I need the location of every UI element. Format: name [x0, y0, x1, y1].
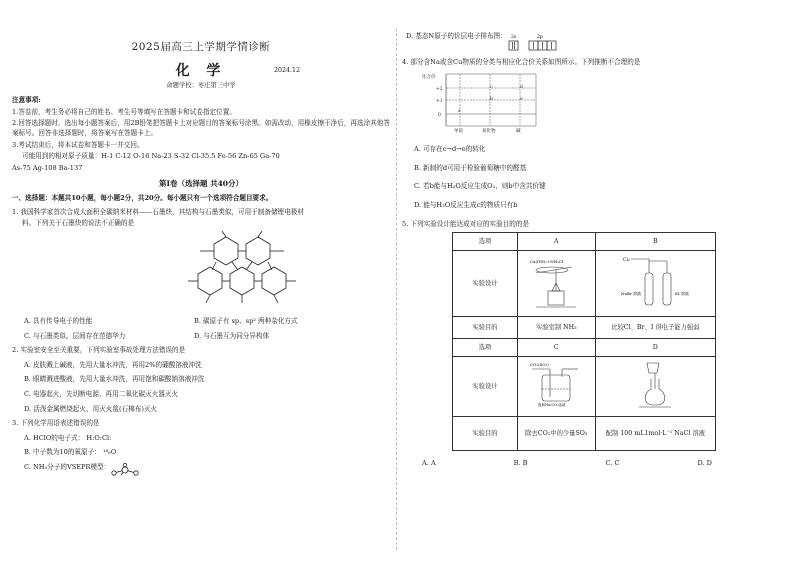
q1-option-a[interactable]: A. 具有传导电子的性能	[24, 317, 93, 326]
q1-stem: 1. 我国科学家首次合成大面积全碳纳米材料——石墨炔，其结构与石墨类似，可用于制备储锂电极材	[12, 207, 304, 216]
chart-ylabel: 化合价	[422, 74, 436, 80]
design-b-label-cl2: Cl₂	[623, 257, 631, 263]
purpose-d: 配制 100 mL1mol·L⁻¹ NaCl 溶液	[595, 417, 715, 451]
q1-options-row1	[12, 317, 390, 327]
atomic-masses-line2: As-75 Ag-108 Ba-137	[12, 163, 83, 172]
point-c: c	[490, 84, 493, 90]
row-label-design-2: 实验设计	[453, 356, 518, 416]
note-3: 3.考试结束后，将本试卷和答题卡一并交回。	[12, 140, 144, 149]
xtick-base: 碱	[516, 128, 521, 134]
row-label-option-2: 选项	[453, 338, 518, 356]
q3-option-c-text: C. NH₃分子的VSEPR模型：	[24, 462, 111, 471]
row-label-purpose-2: 实验目的	[453, 417, 518, 451]
design-a-label: Ca(OH)₂+NH₄Cl	[530, 258, 564, 264]
orbital-diagram-figure	[507, 32, 567, 52]
q2-stem: 2. 实验室安全至关重要，下列实验室事故处理方法错误的是	[12, 346, 186, 355]
q4-option-b[interactable]: B. 新制的d可用于检验葡萄糖中的醛基	[414, 163, 527, 172]
purpose-a: 实验室制 NH₃	[518, 316, 596, 338]
q1-option-b[interactable]: B. 碳原子有 sp、sp² 两种杂化方式	[194, 317, 298, 326]
q2-option-a[interactable]: A. 皮肤溅上碱液，先用大量水冲洗，再用2%的硼酸溶液冲洗	[24, 360, 202, 369]
q1-options-row2	[12, 332, 390, 342]
halogen-apparatus-figure	[615, 253, 695, 311]
atomic-masses-line1: 可能用到的相对原子质量：H-1 C-12 O-16 Na-23 S-32 Cl-35.5 Fe-56 Zn-65 Ga-70	[22, 152, 280, 161]
point-e: e	[520, 96, 523, 102]
col-a: A	[518, 232, 596, 250]
q4-option-c[interactable]: C. 若b能与H₂O反应生成O₂，则b中含共价键	[414, 182, 546, 191]
q5-option-a[interactable]: A. A	[422, 459, 436, 468]
xtick-oxide: 氧化物	[482, 128, 496, 134]
q2-option-c[interactable]: C. 电器起火，先切断电源，再用二氧化碳灭火器灭火	[24, 389, 179, 398]
experiment-table	[452, 232, 716, 451]
q5-option-c[interactable]: C. C	[605, 459, 620, 468]
col-d: D	[595, 338, 715, 356]
q2-option-b[interactable]: B. 眼睛溅进酸液，先用大量水冲洗，再用饱和碳酸钠溶液冲洗	[24, 375, 205, 384]
oxygen-isotope-symbol: ¹⁸₈O	[102, 448, 117, 457]
q5-option-b[interactable]: B. B	[513, 459, 528, 468]
orbital-2p-label: 2p	[536, 35, 543, 40]
q4-option-d[interactable]: D. 能与H₂O反应生成c的物质只有b	[414, 200, 518, 209]
exam-title: 2025届高三上学期学情诊断	[131, 41, 271, 53]
volumetric-flask-figure	[625, 359, 685, 411]
q3-option-b[interactable]	[12, 448, 390, 458]
ytick-plus2: +2	[436, 86, 443, 92]
point-d: d	[520, 84, 523, 90]
subject-name: 化 学	[175, 63, 227, 80]
col-b: B	[595, 232, 715, 250]
design-b	[595, 250, 715, 316]
left-column	[12, 30, 390, 482]
design-b-label-ki: KI 溶液	[675, 290, 690, 296]
q5-stem: 5. 下列实验设计能达成对应的实验目的的是	[402, 220, 530, 229]
q4-stem: 4. 部分含Na或含Cu物质的分类与相应化合价关系如图所示。下列推断不合理的是	[402, 58, 641, 66]
ytick-plus1: +1	[436, 98, 443, 104]
q1-stem-2: 料。下列关于石墨炔的说法不正确的是	[22, 219, 135, 228]
orbital-2s-label: 2s	[510, 35, 516, 40]
q2-option-d[interactable]: D. 活泼金属燃烧起火，用灭火毯(石棉布)灭火	[24, 404, 158, 413]
q3-option-b-text: B. 中子数为10的氧原子：	[24, 448, 101, 457]
design-c	[518, 356, 596, 416]
school-line: 命题学校：枣庄第三中学	[166, 82, 236, 90]
q3-option-a-text: A. HClO的电子式：	[24, 433, 85, 442]
note-2: 2.回答选择题时，选出每小题答案后，用2B铅笔把答题卡上对应题目的答案标号涂黑。如需改动，用橡皮擦干净后，再选涂其他答案标号。回答非选择题时，将答案写在答题卡上。	[12, 119, 390, 137]
row-label-purpose: 实验目的	[453, 316, 518, 338]
q3-option-d-text: D. 基态N原子的价层电子排布图：	[406, 32, 507, 40]
q5-option-d[interactable]: D. D	[697, 459, 712, 468]
subject-row	[12, 61, 390, 80]
right-column	[402, 30, 782, 469]
section-title: 第Ⅰ卷（选择题 共40分）	[158, 179, 244, 189]
hclo-electron-formula: H:O:Cl:	[86, 433, 112, 442]
q1-option-d[interactable]: D. 与石墨互为同分异构体	[194, 331, 270, 340]
ytick-zero: 0	[438, 112, 441, 118]
notes-heading: 注意事项:	[12, 96, 41, 105]
q5-answer-options	[422, 459, 712, 469]
ammonia-apparatus-figure	[526, 253, 586, 311]
gas-washing-figure	[526, 359, 586, 411]
design-b-label-nabr: NaBr 溶液	[621, 290, 642, 296]
vsepr-model-figure	[110, 463, 140, 477]
q3-stem: 3. 下列化学用语表述错误的是	[12, 419, 100, 428]
col-c: C	[518, 338, 596, 356]
valence-chart	[420, 70, 620, 136]
design-a	[518, 250, 596, 316]
exam-date: 2024.12	[274, 67, 301, 75]
column-divider	[396, 28, 397, 550]
purpose-c: 除去CO₂中的少量SO₂	[518, 417, 596, 451]
q3-option-a[interactable]	[12, 434, 390, 444]
row-label-option: 选项	[453, 232, 518, 250]
purpose-b: 比较Cl、Br、I 得电子能力强弱	[595, 316, 715, 338]
design-c-label-solution: 饱和Na₂CO₃溶液	[538, 402, 566, 407]
point-a: a	[458, 108, 461, 114]
xtick-element: 单质	[454, 128, 463, 134]
graphdiyne-structure-figure	[12, 231, 390, 309]
design-d	[595, 356, 715, 416]
row-label-design: 实验设计	[453, 250, 518, 316]
design-c-label-gas: CO₂(SO₂)	[530, 361, 550, 367]
q1-option-c[interactable]: C. 与石墨类似，层间存在范德华力	[24, 331, 126, 340]
note-1: 1.答卷前，考生务必将自己的姓名、考生号等填写在答题卡和试卷指定位置。	[12, 107, 236, 116]
point-b: b	[490, 96, 493, 102]
q3-option-d[interactable]	[406, 32, 782, 52]
section-instruction: 一、选择题：本题共10小题，每小题2分，共20分。每小题只有一个选项符合题目要求。	[12, 194, 273, 203]
q3-option-c[interactable]	[12, 463, 390, 477]
q4-option-a[interactable]: A. 可存在c→d→e的转化	[414, 145, 486, 154]
